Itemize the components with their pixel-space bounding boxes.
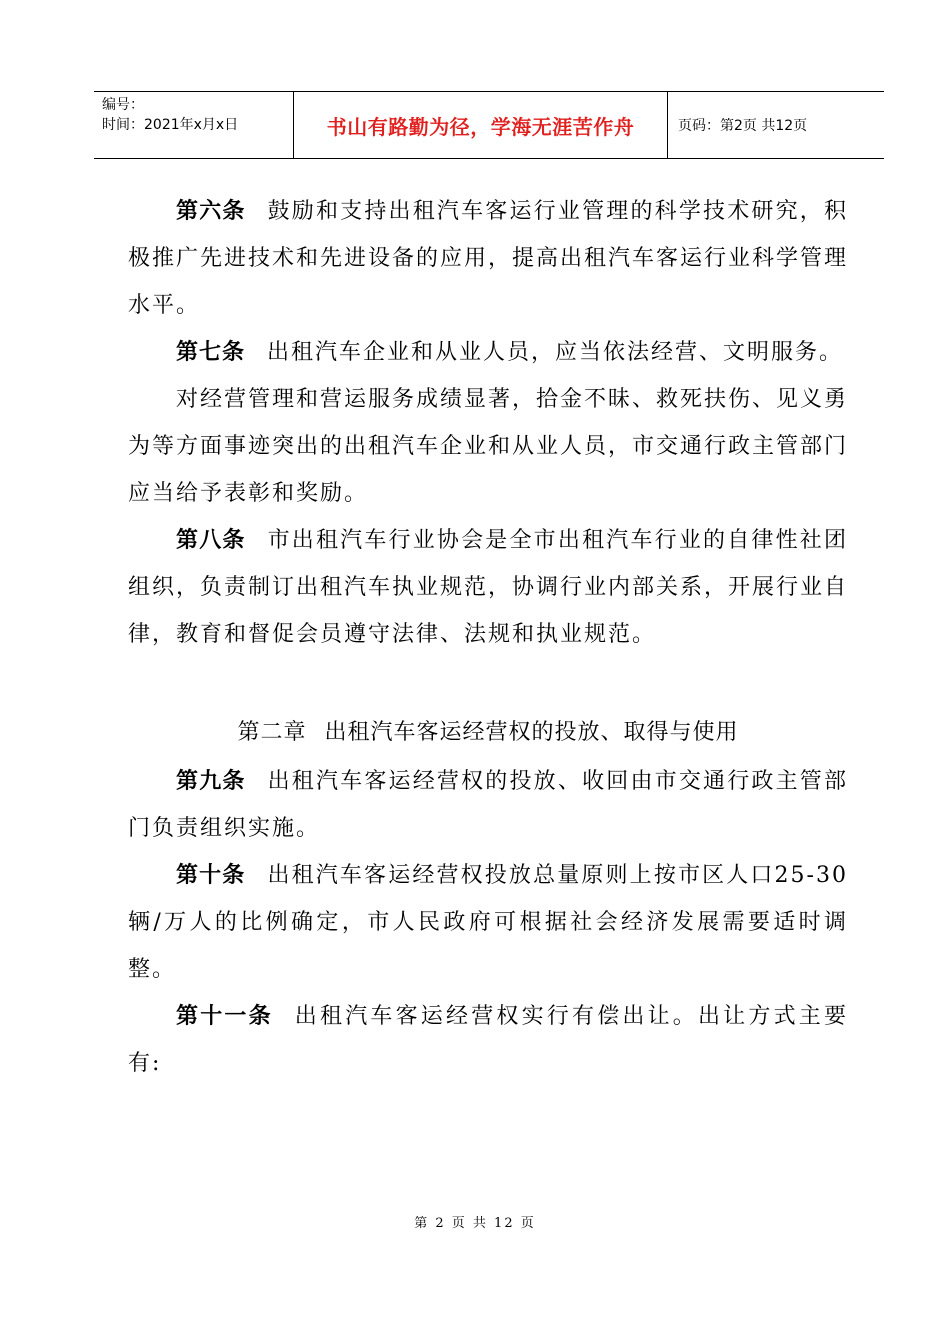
document-header <box>94 91 884 159</box>
article-text: 市出租汽车行业协会是全市出租汽车行业的自律性社团组织，负责制订出租汽车执业规范，协调行业内部关系，开展行业自律，教育和督促会员遵守法律、法规和执业规范。 <box>128 528 849 647</box>
article-10 <box>128 852 848 993</box>
chapter-heading <box>128 708 848 758</box>
chapter-number: 第二章 <box>237 720 307 745</box>
header-motto: 书山有路勤为径，学海无涯苦作舟 <box>294 92 668 158</box>
page-footer: 第 2 页 共 12 页 <box>414 1216 536 1231</box>
article-text: 出租汽车企业和从业人员，应当依法经营、文明服务。 <box>267 340 844 365</box>
article-7-paragraph-2 <box>128 376 848 517</box>
article-text: 鼓励和支持出租汽车客运行业管理的科学技术研究，积极推广先进技术和先进设备的应用，提高出租汽车客运行业科学管理水平。 <box>128 199 849 318</box>
article-label: 第九条 <box>176 769 246 794</box>
header-page-info: 页码：第2页 共12页 <box>678 118 808 134</box>
article-6 <box>128 188 848 329</box>
article-text: 出租汽车客运经营权实行有偿出让。出让方式主要有: <box>128 1004 848 1076</box>
article-8 <box>128 517 848 658</box>
article-label: 第十条 <box>176 863 246 888</box>
article-label: 第八条 <box>176 528 246 553</box>
article-9 <box>128 758 848 852</box>
number-label: 编号： <box>102 97 144 113</box>
article-text: 对经营管理和营运服务成绩显著，拾金不昧、救死扶伤、见义勇为等方面事迹突出的出租汽车企业和从业人员，市交通行政主管部门应当给予表彰和奖励。 <box>128 387 849 506</box>
article-text: 出租汽车客运经营权的投放、收回由市交通行政主管部门负责组织实施。 <box>128 769 848 841</box>
article-label: 第六条 <box>176 199 246 224</box>
article-label: 第七条 <box>176 340 246 365</box>
header-meta <box>94 92 294 158</box>
document-body <box>128 188 848 1087</box>
article-text: 出租汽车客运经营权投放总量原则上按市区人口25-30辆/万人的比例确定，市人民政府可根据社会经济发展需要适时调整。 <box>128 863 848 982</box>
article-label: 第十一条 <box>176 1004 273 1029</box>
chapter-title: 出租汽车客运经营权的投放、取得与使用 <box>324 720 739 745</box>
article-7 <box>128 329 848 376</box>
time-label: 时间：2021年x月x日 <box>102 117 239 133</box>
article-11 <box>128 993 848 1087</box>
